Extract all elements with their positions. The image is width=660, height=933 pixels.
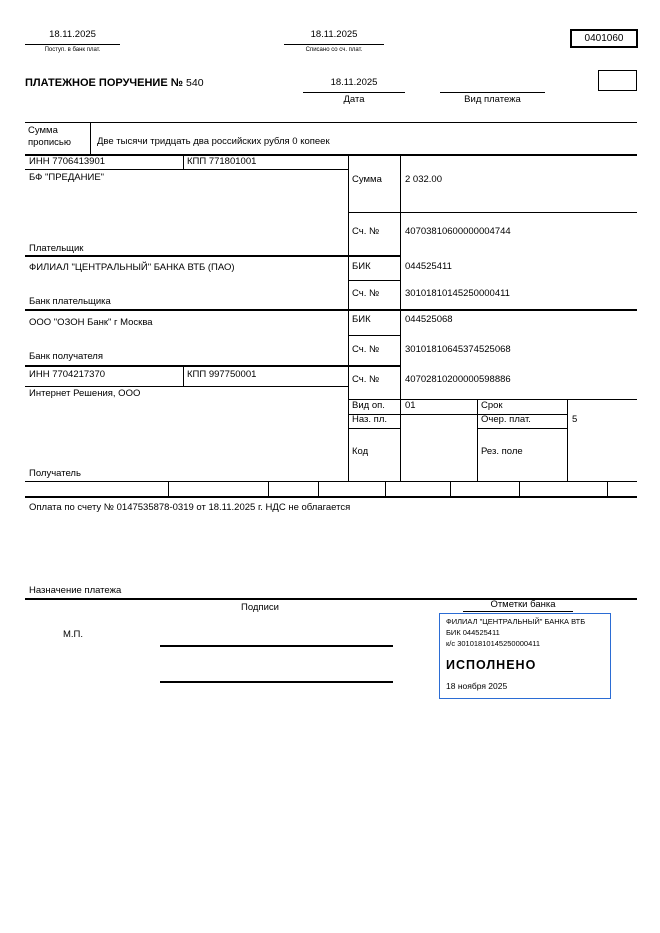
signature-line: [160, 645, 393, 647]
payer-account-label: Сч. №: [352, 226, 380, 237]
divider: [25, 169, 348, 170]
divider: [168, 481, 169, 497]
divider: [25, 44, 120, 45]
divider: [25, 386, 348, 387]
payer-caption: Плательщик: [29, 243, 84, 254]
divider: [25, 365, 400, 367]
date-debited: 18.11.2025: [310, 29, 358, 40]
payee-bank-bik: 044525068: [405, 314, 453, 325]
divider: [607, 481, 608, 497]
purpose-caption: Назначение платежа: [29, 585, 122, 596]
divider: [25, 481, 637, 482]
divider: [567, 399, 568, 481]
bank-stamp: [439, 613, 611, 699]
date-caption: Дата: [343, 94, 365, 105]
code-label: Код: [352, 446, 369, 457]
divider: [348, 280, 400, 281]
payer-bank-bik: 044525411: [405, 261, 452, 272]
priority-label: Очер. плат.: [481, 414, 531, 425]
payee-caption: Получатель: [29, 468, 81, 479]
doc-date: 18.11.2025: [330, 77, 378, 88]
doc-number: 540: [186, 77, 204, 89]
divider: [463, 611, 573, 612]
amount-in-words: Две тысячи тридцать два российских рубля 0 копеек: [97, 136, 330, 147]
payee-account: 40702810200000598886: [405, 374, 511, 385]
stamp-place-label: М.П.: [63, 629, 84, 640]
res-field-label: Рез. поле: [481, 446, 523, 457]
bank-marks-caption: Отметки банка: [490, 599, 556, 610]
amount-words-label-2: прописью: [28, 137, 71, 148]
payee-bank-bik-label: БИК: [352, 314, 371, 325]
amount-label: Сумма: [352, 174, 382, 185]
stamp-date: 18 ноября 2025: [446, 681, 508, 691]
payee-account-label: Сч. №: [352, 374, 380, 385]
stamp-bik: БИК 044525411: [446, 628, 500, 637]
divider: [477, 428, 567, 429]
divider: [318, 481, 319, 497]
divider: [25, 154, 637, 156]
payment-type-box: [598, 70, 637, 91]
divider: [183, 155, 184, 169]
divider: [450, 481, 451, 497]
op-type-label: Вид оп.: [352, 400, 385, 411]
date-received-caption: Поступ. в банк плат.: [44, 47, 101, 53]
divider: [90, 122, 91, 155]
term-label: Срок: [481, 400, 503, 411]
op-type-value: 01: [405, 400, 416, 411]
payee-name: Интернет Решения, ООО: [29, 388, 141, 399]
divider: [284, 44, 384, 45]
payee-bank-account: 30101810645374525068: [405, 344, 511, 355]
amount-value: 2 032.00: [405, 174, 442, 185]
form-code: 0401060: [584, 32, 624, 44]
divider: [268, 481, 269, 497]
divider: [519, 481, 520, 497]
divider: [348, 155, 349, 481]
date-received: 18.11.2025: [49, 29, 96, 40]
payer-bank-account-label: Сч. №: [352, 288, 380, 299]
payee-bank-caption: Банк получателя: [29, 351, 103, 362]
doc-title: [25, 77, 204, 90]
divider: [25, 496, 637, 498]
payer-name: БФ "ПРЕДАНИЕ": [29, 172, 105, 183]
stamp-corr-account: к/с 30101810145250000411: [446, 639, 541, 648]
signatures-caption: Подписи: [241, 602, 279, 613]
stamp-status: ИСПОЛНЕНО: [446, 658, 537, 672]
divider: [440, 92, 545, 93]
divider: [183, 366, 184, 386]
divider: [477, 399, 478, 481]
divider: [385, 481, 386, 497]
divider: [400, 155, 401, 481]
payer-bank-caption: Банк плательщика: [29, 296, 111, 307]
payer-bank-account: 30101810145250000411: [405, 288, 510, 299]
pay-purpose-code-label: Наз. пл.: [352, 414, 387, 425]
form-code-box: [570, 29, 638, 48]
divider: [303, 92, 405, 93]
amount-words-label-1: Сумма: [28, 125, 58, 136]
signature-line: [160, 681, 393, 683]
divider: [25, 309, 637, 311]
payer-bank-name: ФИЛИАЛ "ЦЕНТРАЛЬНЫЙ" БАНКА ВТБ (ПАО): [29, 262, 235, 273]
date-debited-caption: Списано со сч. плат.: [305, 47, 363, 53]
divider: [25, 122, 637, 123]
divider: [348, 335, 400, 336]
payer-kpp: КПП 771801001: [187, 156, 257, 167]
divider: [348, 428, 400, 429]
stamp-bank-name: ФИЛИАЛ "ЦЕНТРАЛЬНЫЙ" БАНКА ВТБ: [446, 617, 586, 626]
payer-inn: ИНН 7706413901: [29, 156, 106, 167]
divider: [25, 255, 400, 257]
payer-bank-bik-label: БИК: [352, 261, 371, 272]
payer-account: 40703810600000004744: [405, 226, 511, 237]
payment-type-caption: Вид платежа: [464, 94, 521, 105]
payee-inn: ИНН 7704217370: [29, 369, 106, 380]
payee-kpp: КПП 997750001: [187, 369, 257, 380]
payee-bank-account-label: Сч. №: [352, 344, 380, 355]
priority-value: 5: [572, 414, 578, 425]
purpose-text: Оплата по счету № 0147535878-0319 от 18.11.2025 г. НДС не облагается: [29, 502, 351, 513]
doc-title-text: ПЛАТЕЖНОЕ ПОРУЧЕНИЕ №: [25, 77, 183, 89]
divider: [348, 212, 637, 213]
payee-bank-name: ООО "ОЗОН Банк" г Москва: [29, 317, 153, 328]
